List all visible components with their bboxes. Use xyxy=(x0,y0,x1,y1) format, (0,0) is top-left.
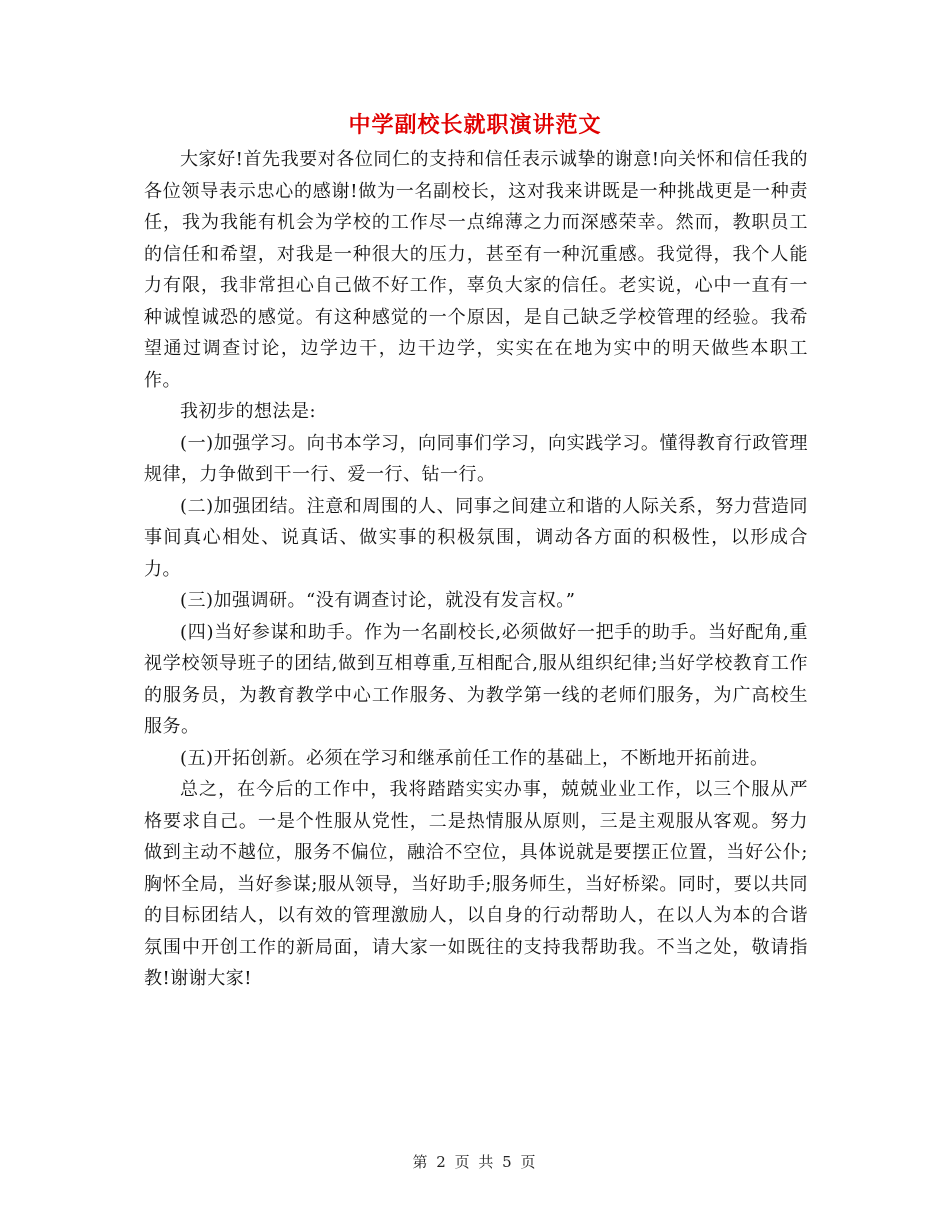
paragraph-intro-ideas: 我初步的想法是: xyxy=(180,401,317,422)
page-number-footer: 第 2 页 共 5 页 xyxy=(412,1153,538,1171)
paragraph-point-4: (四)当好参谋和助手。作为一名副校长,必须做好一把手的助手。当好配角,重视学校领导班子的团结,做到互相尊重,互相配合,服从组织纪律;当好学校教育工作的服务员，为教育教学中心工作服务、为教学第一线的老师们服务，为广高校生服务。 xyxy=(144,621,808,737)
paragraph-point-3: (三)加强调研。“没有调查讨论，就没有发言权。” xyxy=(180,590,576,611)
paragraph-point-2: (二)加强团结。注意和周围的人、同事之间建立和谐的人际关系，努力营造同事间真心相处、说真话、做实事的积极氛围，调动各方面的积极性，以形成合力。 xyxy=(144,495,808,580)
document-title: 中学副校长就职演讲范文 xyxy=(348,112,602,138)
paragraph-greeting: 大家好!首先我要对各位同仁的支持和信任表示诚挚的谢意!向关怀和信任我的各位领导表示忠心的感谢!做为一名副校长，这对我来讲既是一种挑战更是一种责任，我为我能有机会为学校的工作尽一点绵薄之力而深感荣幸。然而，教职员工的信任和希望，对我是一种很大的压力，甚至有一种沉重感。我觉得，我个人能力有限，我非常担心自己做不好工作，辜负大家的信任。老实说，心中一直有一种诚惶诚恐的感觉。有这种感觉的一个原因，是自己缺乏学校管理的经验。我希望通过调查讨论，边学边干，边干边学，实实在在地为实中的明天做些本职工作。 xyxy=(144,149,808,391)
document-body xyxy=(144,144,808,995)
paragraph-point-5: (五)开拓创新。必须在学习和继承前任工作的基础上，不断地开拓前进。 xyxy=(180,747,769,769)
paragraph-conclusion: 总之，在今后的工作中，我将踏踏实实办事，兢兢业业工作，以三个服从严格要求自己。一是个性服从党性，二是热情服从原则，三是主观服从客观。努力做到主动不越位，服务不偏位，融洽不空位，具体说就是要摆正位置，当好公仆;胸怀全局，当好参谋;服从领导，当好助手;服务师生，当好桥梁。同时，要以共同的目标团结人，以有效的管理激励人，以自身的行动帮助人，在以人为本的合谐氛围中开创工作的新局面，请大家一如既往的支持我帮助我。不当之处，敬请指教!谢谢大家! xyxy=(144,779,808,989)
paragraph-point-1: (一)加强学习。向书本学习，向同事们学习，向实践学习。懂得教育行政管理规律，力争做到干一行、爱一行、钻一行。 xyxy=(144,432,808,485)
